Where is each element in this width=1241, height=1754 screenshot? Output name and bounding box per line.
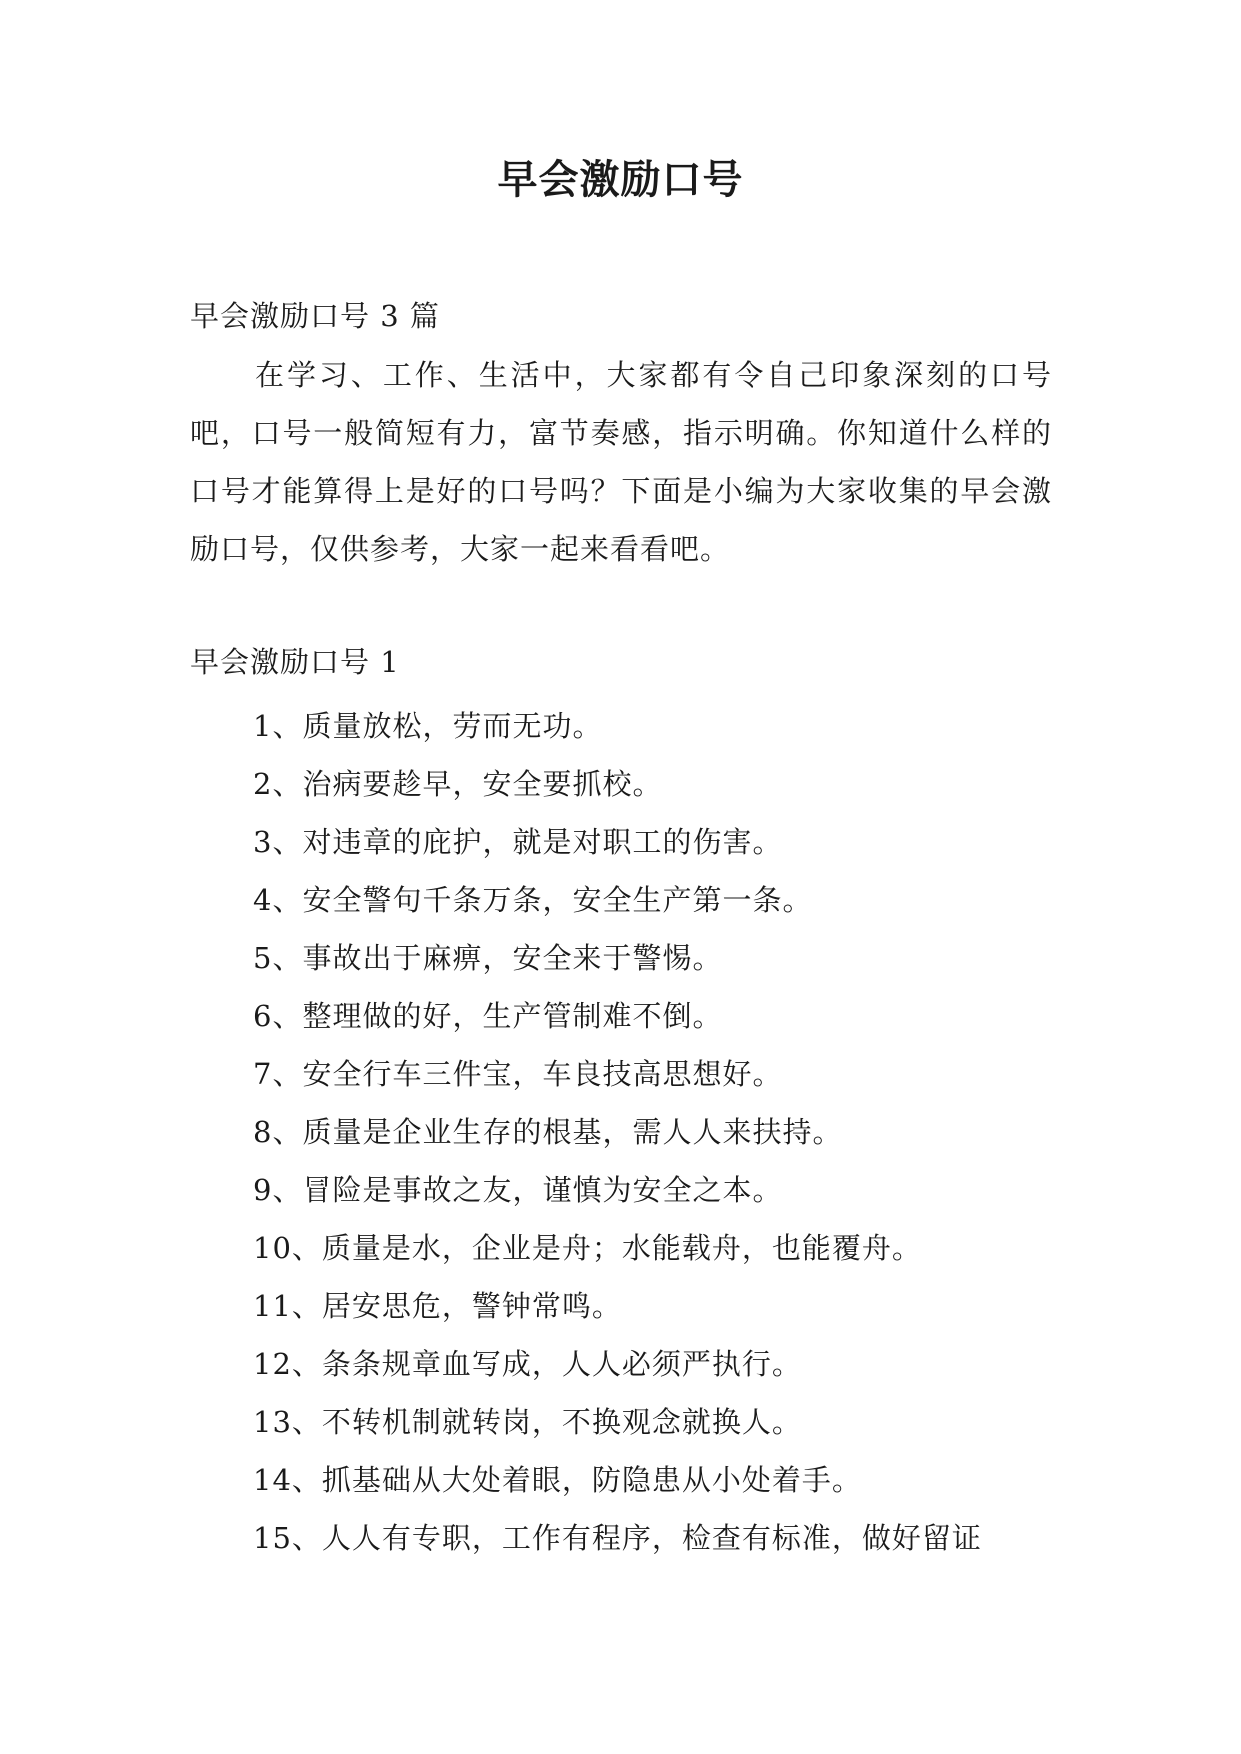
slogan-item: 1、质量放松，劳而无功。 [253, 709, 603, 743]
intro-paragraph: 在学习、工作、生活中，大家都有令自己印象深刻的口号吧，口号一般简短有力，富节奏感，指示明确。你知道什么样的口号才能算得上是好的口号吗？下面是小编为大家收集的早会激励口号，仅供参考，大家一起来看看吧。 [190, 358, 1052, 566]
document-title: 早会激励口号 [497, 157, 744, 203]
section-heading: 早会激励口号 3 篇 [190, 299, 440, 333]
slogan-item: 2、治病要趁早，安全要抓校。 [253, 767, 663, 801]
slogan-item: 6、整理做的好，生产管制难不倒。 [253, 999, 723, 1033]
slogan-item: 8、质量是企业生存的根基，需人人来扶持。 [253, 1115, 843, 1149]
slogan-item: 9、冒险是事故之友，谨慎为安全之本。 [253, 1173, 783, 1207]
slogan-item: 3、对违章的庇护，就是对职工的伤害。 [253, 825, 783, 859]
slogan-item: 11、居安思危，警钟常鸣。 [253, 1289, 622, 1323]
slogan-item: 4、安全警句千条万条，安全生产第一条。 [253, 883, 813, 917]
slogan-list [253, 697, 1053, 1567]
slogan-item: 12、条条规章血写成，人人必须严执行。 [253, 1347, 802, 1381]
slogan-item: 5、事故出于麻痹，安全来于警惕。 [253, 941, 723, 975]
list-heading: 早会激励口号 1 [190, 645, 400, 679]
slogan-item: 7、安全行车三件宝，车良技高思想好。 [253, 1057, 783, 1091]
slogan-item: 13、不转机制就转岗，不换观念就换人。 [253, 1405, 802, 1439]
slogan-item: 15、人人有专职，工作有程序，检查有标准，做好留证 [253, 1521, 982, 1555]
slogan-item: 10、质量是水，企业是舟；水能载舟，也能覆舟。 [253, 1231, 922, 1265]
slogan-item: 14、抓基础从大处着眼，防隐患从小处着手。 [253, 1463, 862, 1497]
